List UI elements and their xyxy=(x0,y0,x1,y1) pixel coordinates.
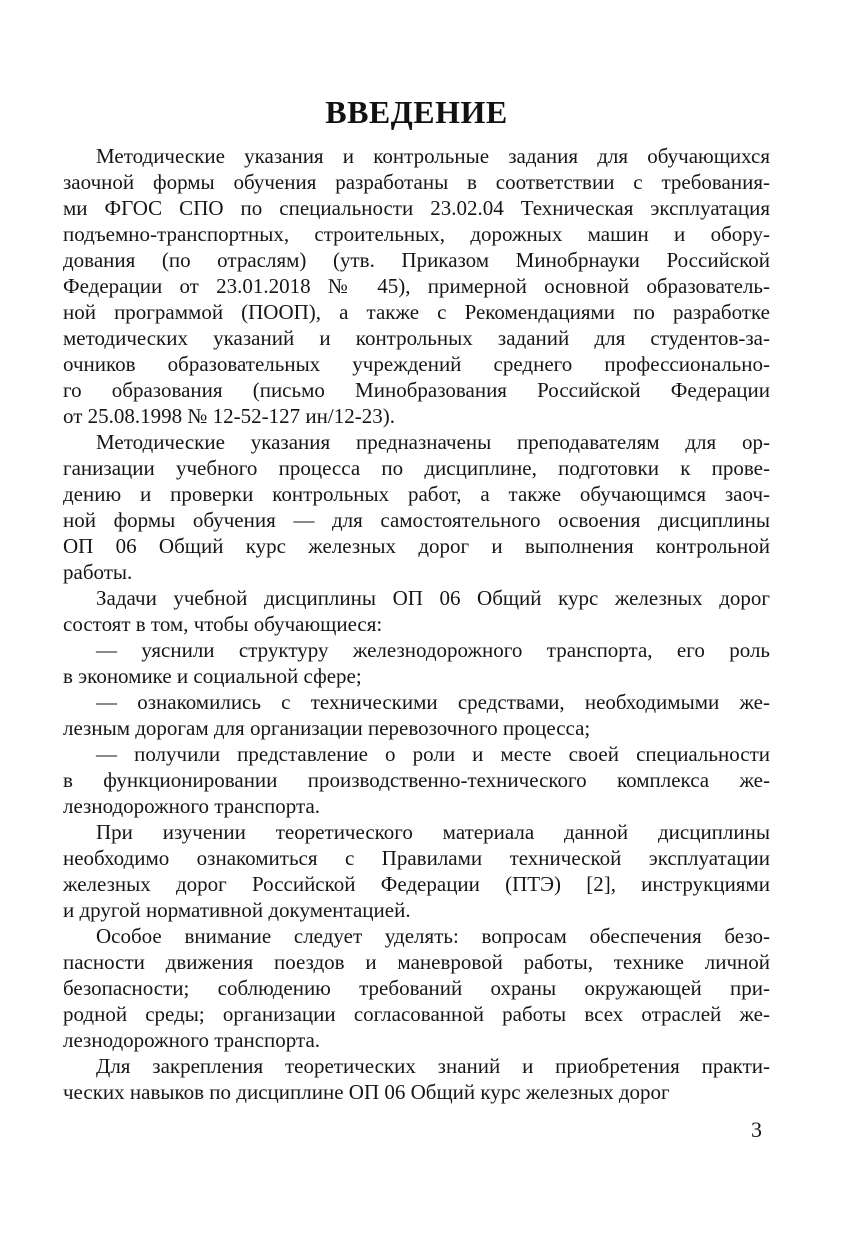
paragraph xyxy=(63,1053,770,1105)
text-line: Задачи учебной дисциплины ОП 06 Общий курс железных дорог xyxy=(96,586,770,610)
paragraph xyxy=(63,143,770,429)
text-line: го образования (письмо Минобразования Российской Федерации xyxy=(63,378,770,402)
text-line: в функционировании производственно-технического комплекса же- xyxy=(63,768,770,792)
text-line: Федерации от 23.01.2018 № 45), примерной основной образователь- xyxy=(63,274,770,298)
text-line: дования (по отраслям) (утв. Приказом Минобрнауки Российской xyxy=(63,248,770,272)
text-line: необходимо ознакомиться с Правилами технической эксплуатации xyxy=(63,846,770,870)
text-line: — ознакомились с техническими средствами, необходимыми же- xyxy=(96,690,770,714)
text-line: Методические указания предназначены преподавателям для ор- xyxy=(96,430,770,454)
text-line: ной формы обучения — для самостоятельного освоения дисциплины xyxy=(63,508,770,532)
text-line: Методические указания и контрольные задания для обучающихся xyxy=(96,144,770,168)
text-line: работы. xyxy=(63,560,133,584)
paragraph xyxy=(63,923,770,1053)
text-line: в экономике и социальной сфере; xyxy=(63,664,362,688)
text-line: и другой нормативной документацией. xyxy=(63,898,411,922)
text-line: Особое внимание следует уделять: вопросам обеспечения безо- xyxy=(96,924,770,948)
text-line: — получили представление о роли и месте своей специальности xyxy=(96,742,770,766)
document-body xyxy=(63,143,770,1105)
page-number: 3 xyxy=(751,1117,762,1142)
text-line: безопасности; соблюдению требований охраны окружающей при- xyxy=(63,976,770,1000)
text-line: ганизации учебного процесса по дисциплине, подготовки к прове- xyxy=(63,456,770,480)
text-line: При изучении теоретического материала данной дисциплины xyxy=(96,820,770,844)
text-line: подъемно-транспортных, строительных, дорожных машин и обору- xyxy=(63,222,770,246)
text-line: лезнодорожного транспорта. xyxy=(63,794,321,818)
paragraph xyxy=(63,429,770,585)
text-line: пасности движения поездов и маневровой работы, технике личной xyxy=(63,950,770,974)
paragraph xyxy=(63,585,770,637)
text-line: родной среды; организации согласованной работы всех отраслей же- xyxy=(63,1002,770,1026)
text-line: дению и проверки контрольных работ, а также обучающимся заоч- xyxy=(63,482,770,506)
text-line: Для закрепления теоретических знаний и приобретения практи- xyxy=(96,1054,770,1078)
text-line: — уяснили структуру железнодорожного транспорта, его роль xyxy=(96,638,770,662)
list-item-paragraph xyxy=(63,741,770,819)
text-line: ОП 06 Общий курс железных дорог и выполнения контрольной xyxy=(63,534,770,558)
text-line: железных дорог Российской Федерации (ПТЭ) [2], инструкциями xyxy=(63,872,770,896)
text-line: состоят в том, чтобы обучающиеся: xyxy=(63,612,383,636)
text-line: ной программой (ПООП), а также с Рекомендациями по разработке xyxy=(63,300,770,324)
text-line: ческих навыков по дисциплине ОП 06 Общий курс железных дорог xyxy=(63,1080,670,1104)
list-item-paragraph xyxy=(63,637,770,689)
text-line: очников образовательных учреждений среднего профессионально- xyxy=(63,352,770,376)
text-line: лезнодорожного транспорта. xyxy=(63,1028,321,1052)
text-line: заочной формы обучения разработаны в соответствии с требования- xyxy=(63,170,770,194)
page-title: ВВЕДЕНИЕ xyxy=(325,94,508,130)
text-line: от 25.08.1998 № 12-52-127 ин/12-23). xyxy=(63,404,395,428)
list-item-paragraph xyxy=(63,689,770,741)
text-line: ми ФГОС СПО по специальности 23.02.04 Техническая эксплуатация xyxy=(63,196,770,220)
text-line: лезным дорогам для организации перевозочного процесса; xyxy=(63,716,591,740)
text-line: методических указаний и контрольных заданий для студентов-за- xyxy=(63,326,770,350)
paragraph xyxy=(63,819,770,923)
